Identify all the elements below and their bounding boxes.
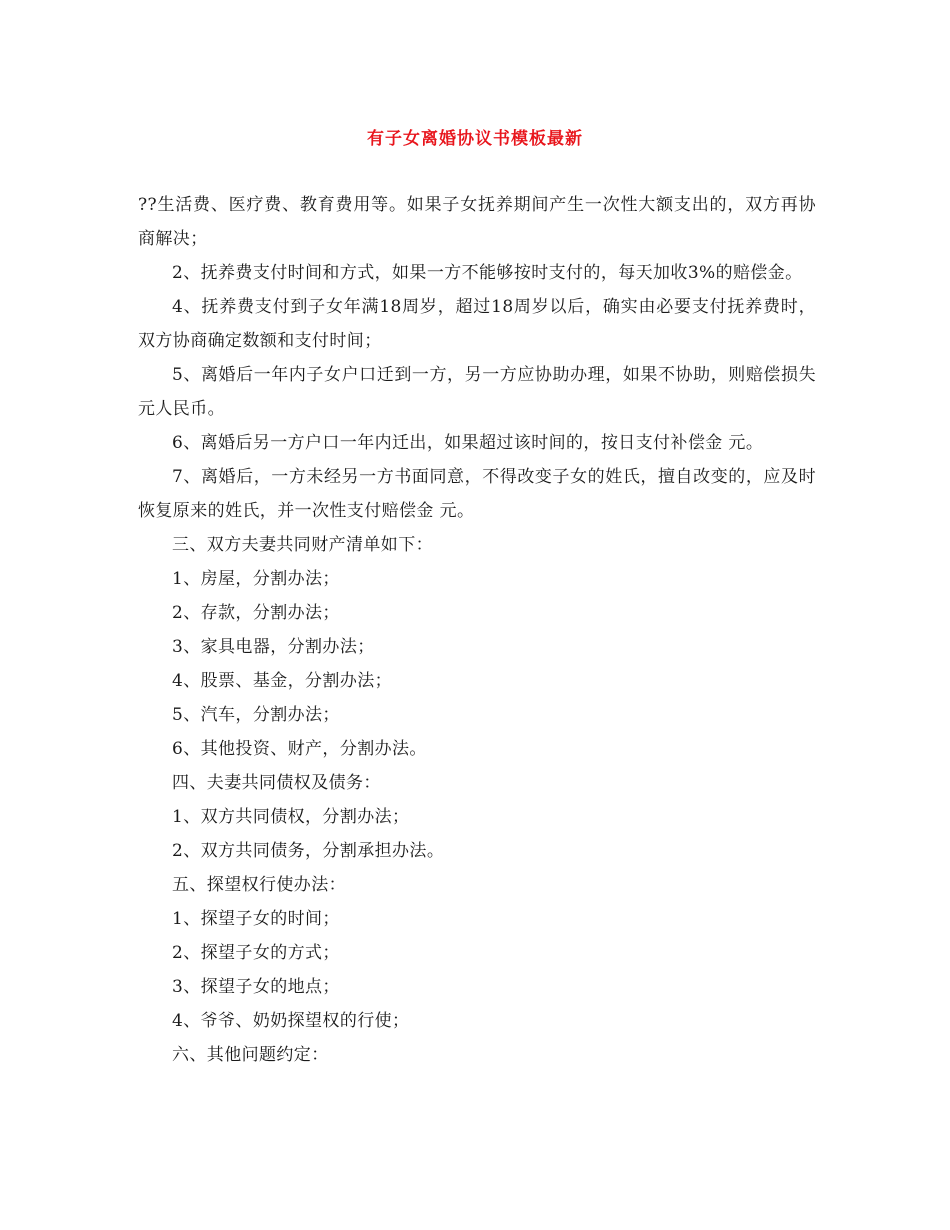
document-paragraph: 2、抚养费支付时间和方式，如果一方不能够按时支付的，每天加收3%的赔偿金。 — [172, 263, 803, 283]
document-paragraph: 4、股票、基金，分割办法； — [172, 671, 393, 691]
document-paragraph: 1、双方共同债权，分割办法； — [172, 807, 410, 827]
document-paragraph: 7、离婚后，一方未经另一方书面同意，不得改变子女的姓氏，擅自改变的，应及时恢复原来的姓氏，并一次性支付赔偿金 元。 — [138, 467, 816, 521]
document-paragraph: 六、其他问题约定： — [172, 1045, 329, 1065]
document-paragraph: 2、双方共同债务，分割承担办法。 — [172, 841, 445, 861]
document-title: 有子女离婚协议书模板最新 — [367, 129, 583, 149]
document-paragraph: 3、家具电器，分割办法； — [172, 637, 375, 657]
document-paragraph: 三、双方夫妻共同财产清单如下： — [172, 535, 433, 555]
document-paragraph: ??生活费、医疗费、教育费用等。如果子女抚养期间产生一次性大额支出的，双方再协商解决； — [138, 195, 816, 249]
document-paragraph: 2、探望子女的方式； — [172, 943, 340, 963]
document-paragraph: 6、离婚后另一方户口一年内迁出，如果超过该时间的，按日支付补偿金 元。 — [172, 433, 764, 453]
document-paragraph: 5、离婚后一年内子女户口迁到一方，另一方应协助办理，如果不协助，则赔偿损失 元人民币。 — [138, 365, 816, 419]
document-paragraph: 五、探望权行使办法： — [172, 875, 346, 895]
document-paragraph: 3、探望子女的地点； — [172, 977, 340, 997]
document-paragraph: 4、抚养费支付到子女年满18周岁，超过18周岁以后，确实由必要支付抚养费时，双方协商确定数额和支付时间； — [138, 297, 816, 351]
document-paragraph: 1、探望子女的时间； — [172, 909, 340, 929]
document-body — [138, 188, 816, 1072]
document-paragraph: 5、汽车，分割办法； — [172, 705, 340, 725]
document-paragraph: 四、夫妻共同债权及债务： — [172, 773, 381, 793]
document-paragraph: 2、存款，分割办法； — [172, 603, 340, 623]
document-paragraph: 1、房屋，分割办法； — [172, 569, 340, 589]
document-paragraph: 4、爷爷、奶奶探望权的行使； — [172, 1011, 410, 1031]
document-paragraph: 6、其他投资、财产，分割办法。 — [172, 739, 427, 759]
